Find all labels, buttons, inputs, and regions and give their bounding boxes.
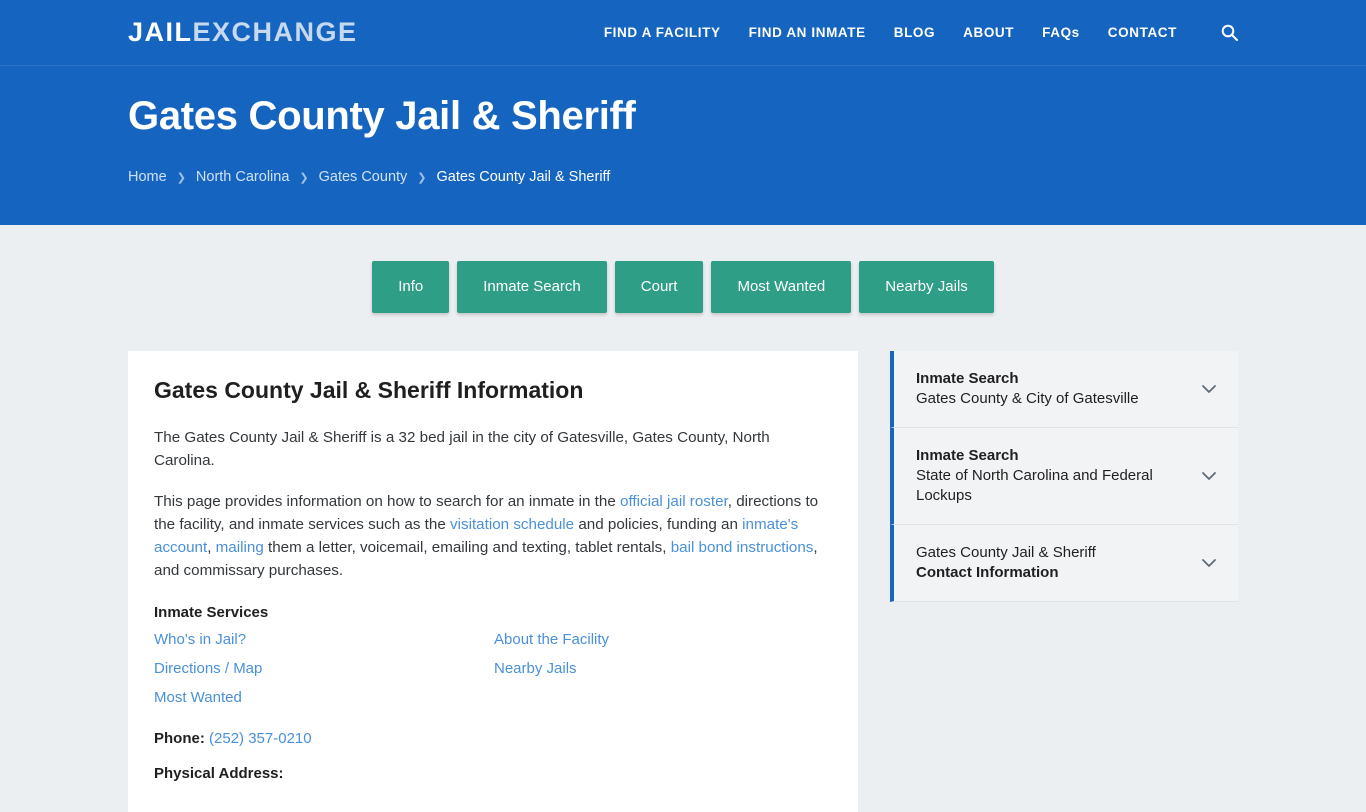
nav-item-contact[interactable]: CONTACT bbox=[1107, 25, 1177, 40]
breadcrumb-item-home[interactable]: Home bbox=[128, 169, 167, 185]
service-link-nearby-jails[interactable]: Nearby Jails bbox=[494, 660, 577, 677]
nav-item-blog[interactable]: BLOG bbox=[893, 25, 936, 40]
search-icon[interactable] bbox=[1221, 24, 1238, 41]
service-link-about-the-facility[interactable]: About the Facility bbox=[494, 631, 610, 648]
service-link-directions-map[interactable]: Directions / Map bbox=[154, 660, 263, 677]
accordion-item-subtitle: Contact Information bbox=[916, 564, 1059, 581]
logo-text-secondary: EXCHANGE bbox=[192, 17, 358, 47]
chevron-right-icon: ❯ bbox=[417, 171, 427, 184]
service-link-most-wanted[interactable]: Most Wanted bbox=[154, 689, 242, 706]
tab-info[interactable]: Info bbox=[372, 261, 449, 313]
link-bail-bond-instructions[interactable]: bail bond instructions bbox=[670, 539, 814, 556]
breadcrumb-item-gates-county[interactable]: Gates County bbox=[318, 169, 408, 185]
content-area bbox=[0, 313, 1366, 812]
accordion-item-title: Inmate Search bbox=[916, 370, 1019, 387]
nav-item-find-an-inmate[interactable]: FIND AN INMATE bbox=[748, 25, 866, 40]
accordion-item-subtitle: State of North Carolina and Federal Lockups bbox=[916, 467, 1153, 504]
nav-item-about[interactable]: ABOUT bbox=[963, 25, 1015, 40]
physical-address-label: Physical Address: bbox=[154, 765, 284, 782]
link-visitation-schedule[interactable]: visitation schedule bbox=[450, 516, 575, 533]
phone-row bbox=[154, 730, 832, 747]
facility-info-heading: Gates County Jail & Sheriff Information bbox=[154, 377, 584, 403]
accordion-item-inmate-search-state-federal[interactable] bbox=[890, 428, 1238, 525]
tab-nearby-jails[interactable]: Nearby Jails bbox=[859, 261, 994, 313]
chevron-right-icon: ❯ bbox=[299, 171, 309, 184]
main-navigation bbox=[604, 24, 1238, 41]
paragraph-text: , bbox=[207, 539, 216, 556]
accordion-item-title: Gates County Jail & Sheriff bbox=[916, 544, 1096, 561]
accordion-item-text bbox=[916, 446, 1188, 506]
chevron-down-icon[interactable] bbox=[1198, 465, 1220, 487]
accordion-item-inmate-search-county[interactable] bbox=[890, 351, 1238, 428]
tab-inmate-search[interactable]: Inmate Search bbox=[457, 261, 607, 313]
inmate-services-list bbox=[154, 631, 832, 706]
section-tabs bbox=[0, 225, 1366, 313]
nav-item-find-a-facility[interactable]: FIND A FACILITY bbox=[603, 25, 721, 40]
page-title: Gates County Jail & Sheriff bbox=[128, 94, 636, 138]
tab-most-wanted[interactable]: Most Wanted bbox=[711, 261, 851, 313]
nav-item-faqs[interactable]: FAQs bbox=[1042, 25, 1080, 40]
paragraph-text: This page provides information on how to search for an inmate in the bbox=[154, 493, 621, 510]
accordion-item-subtitle: Gates County & City of Gatesville bbox=[916, 390, 1139, 407]
logo-text-primary: JAIL bbox=[128, 17, 193, 47]
paragraph-text: , directions to the facility, and inmate services such as the bbox=[154, 493, 819, 533]
paragraph-text: , and commissary purchases. bbox=[154, 539, 818, 579]
site-logo[interactable] bbox=[128, 17, 358, 48]
accordion-item-title: Inmate Search bbox=[916, 447, 1019, 464]
link-inmates-account[interactable]: inmate's account bbox=[154, 516, 799, 556]
facility-info-card bbox=[128, 351, 858, 812]
inmate-services-heading: Inmate Services bbox=[154, 604, 269, 621]
accordion-item-contact-information[interactable] bbox=[890, 525, 1238, 602]
sidebar-accordion bbox=[890, 351, 1238, 602]
chevron-down-icon[interactable] bbox=[1198, 552, 1220, 574]
site-header bbox=[0, 0, 1366, 65]
service-link-whos-in-jail[interactable]: Who's in Jail? bbox=[154, 631, 247, 648]
phone-number-link[interactable]: (252) 357-0210 bbox=[209, 730, 312, 747]
facility-description-paragraph: The Gates County Jail & Sheriff is a 32 bed jail in the city of Gatesville, Gates County, North Carolina. bbox=[154, 429, 770, 469]
breadcrumb bbox=[128, 169, 1238, 185]
phone-label: Phone: bbox=[154, 730, 205, 747]
paragraph-text: them a letter, voicemail, emailing and texting, tablet rentals, bbox=[263, 539, 671, 556]
breadcrumb-item-current: Gates County Jail & Sheriff bbox=[436, 169, 611, 185]
link-official-jail-roster[interactable]: official jail roster bbox=[620, 493, 728, 510]
chevron-right-icon: ❯ bbox=[176, 171, 186, 184]
chevron-down-icon[interactable] bbox=[1198, 378, 1220, 400]
paragraph-text: and policies, funding an bbox=[574, 516, 743, 533]
accordion-item-text bbox=[916, 369, 1188, 409]
facility-services-paragraph bbox=[154, 490, 832, 582]
tab-court[interactable]: Court bbox=[615, 261, 704, 313]
breadcrumb-item-north-carolina[interactable]: North Carolina bbox=[195, 169, 290, 185]
link-mailing[interactable]: mailing bbox=[215, 539, 264, 556]
page-hero bbox=[0, 65, 1366, 225]
accordion-item-text bbox=[916, 543, 1188, 583]
